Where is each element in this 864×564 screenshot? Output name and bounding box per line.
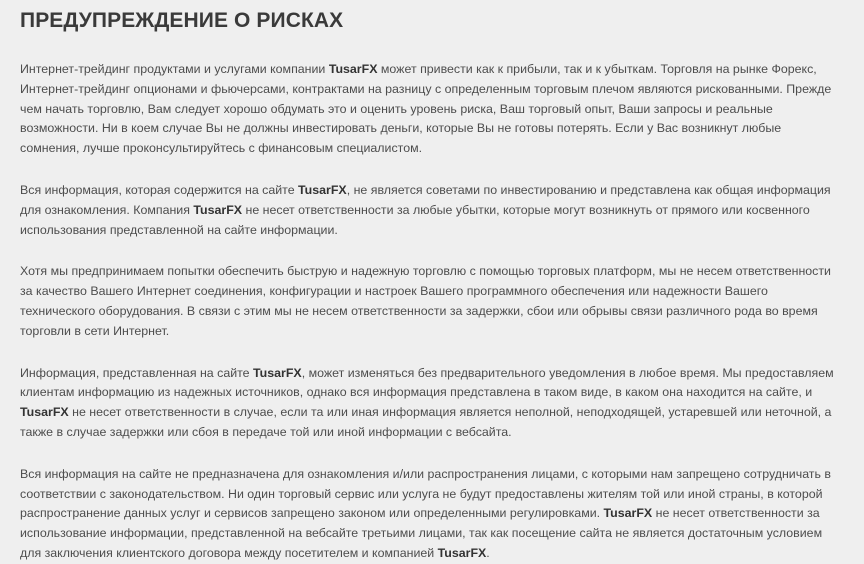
brand-name: TusarFX — [193, 202, 243, 217]
paragraph-text: Вся информация на сайте не предназначена для ознакомления и/или распространения лицами, с которыми нам запрещено сотрудничать в соответствии с законодательством. Ни один торговый сервис или услуга не будут предоставлены жителям той или иной страны, в которой распространение данных услуг и сервисов запрещено законом или определенными регулировками. — [20, 466, 831, 521]
brand-name: TusarFX — [437, 545, 487, 560]
paragraph-5 — [20, 465, 840, 564]
brand-name: TusarFX — [253, 365, 302, 380]
paragraph-text: Вся информация, которая содержится на сайте — [20, 182, 299, 197]
risk-warning-body — [20, 60, 844, 564]
paragraph-text: не несет ответственности за любые убытки, которые могут возникнуть от прямого или косвенного использования представленной на сайте информации. — [20, 202, 810, 237]
paragraph-text: Хотя мы предпринимаем попытки обеспечить быструю и надежную торговлю с помощью торговых платформ, мы не несем ответственности за качество Вашего Интернет соединения, конфигурации и настроек Вашего программного обеспечения или надежности Вашего технического оборудования. В связи с этим мы не несем ответственности за задержки, сбои или обрывы связи различного рода во время торговли в сети Интернет. — [20, 264, 831, 338]
paragraph-text: Информация, представленная на сайте — [20, 365, 254, 380]
paragraph-text: , не является советами по инвестированию и представлена как общая информация для ознакомления. Компания — [20, 182, 831, 217]
paragraph-text: , может изменяться без предварительного уведомления в любое время. Мы предоставляем клиентам информацию из надежных источников, однако вся информация представлена в таком виде, в каком она находится на сайте, и — [20, 365, 834, 400]
brand-name: TusarFX — [20, 405, 69, 420]
paragraph-text: Интернет-трейдинг продуктами и услугами компании — [20, 62, 329, 76]
paragraph-text: не несет ответственности в случае, если та или иная информация является неполной, неподходящей, устаревшей или неточной, а также в случае задержки или сбоя в передаче той или иной информации с вебсайта. — [20, 405, 832, 439]
paragraph-text: не несет ответственности за использование информации, представленной на вебсайте третьими лицами, так как посещение сайта не является достаточным условием для заключения клиентского договора между посетителем и компанией — [20, 506, 823, 560]
paragraph-2 — [20, 181, 840, 240]
paragraph-4 — [20, 364, 840, 443]
brand-name: TusarFX — [298, 182, 347, 197]
brand-name: TusarFX — [603, 506, 653, 521]
page-title: ПРЕДУПРЕЖДЕНИЕ О РИСКАХ — [20, 9, 344, 32]
paragraph-3 — [20, 262, 840, 341]
paragraph-1 — [20, 60, 840, 159]
paragraph-text: может привести как к прибыли, так и к убыткам. Торговля на рынке Форекс, Интернет-трейдинг опционами и фьючерсами, контрактами на разницу с определенным торговым плечом являются рискованными. Прежде чем начать торговлю, Вам следует хорошо обдумать это и оценить уровень риска, Ваш торговый опыт, Ваши запросы и реальные возможности. Ни в коем случае Вы не должны инвестировать деньги, которые Вы не готовы потерять. Если у Вас возникнут любые сомнения, лучше проконсультируйтесь с финансовым специалистом. — [20, 62, 832, 156]
paragraph-text: . — [486, 545, 490, 560]
brand-name: TusarFX — [328, 62, 378, 76]
